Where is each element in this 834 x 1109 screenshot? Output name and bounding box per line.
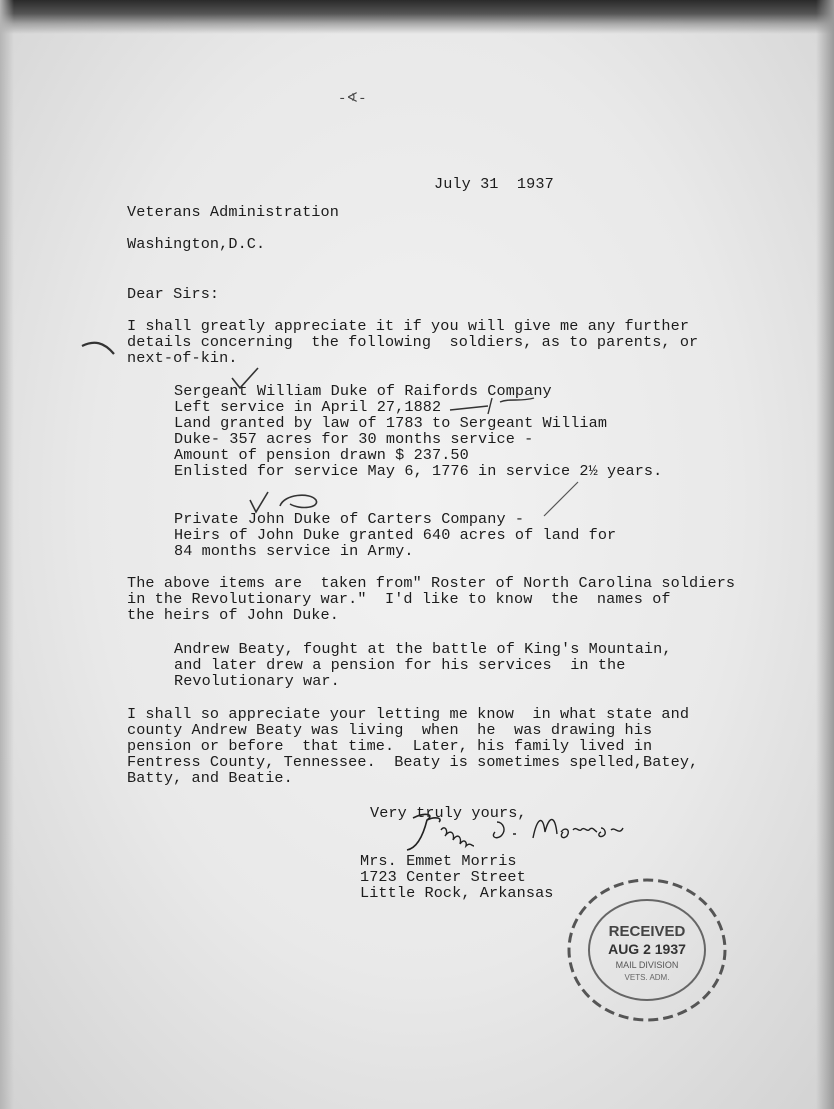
soldier1-line-2: Left service in April 27,1882 <box>174 398 442 416</box>
salutation: Dear Sirs: <box>127 285 220 303</box>
pen-stroke-left <box>80 336 116 360</box>
soldier1-line-6: Enlisted for service May 6, 1776 in service 2½ years. <box>174 462 663 480</box>
check-mark-1 <box>230 366 260 390</box>
soldier1-line-5: Amount of pension drawn $ 237.50 <box>174 446 469 464</box>
scan-right-edge <box>816 0 834 1109</box>
received-stamp <box>555 868 735 1028</box>
underline-mark-1 <box>448 396 538 416</box>
final-line-4: Fentress County, Tennessee. Beaty is sometimes spelled,Batey, <box>127 753 699 771</box>
soldier1-line-3: Land granted by law of 1783 to Sergeant William <box>174 414 608 432</box>
final-line-2: county Andrew Beaty was living when he was drawing his <box>127 721 653 739</box>
recipient-line-2: Washington,D.C. <box>127 235 266 253</box>
final-line-3: pension or before that time. Later, his family lived in <box>127 737 653 755</box>
soldier2-line-2: Heirs of John Duke granted 640 acres of land for <box>174 526 617 544</box>
stamp-line-3: MAIL DIVISION <box>615 960 679 970</box>
soldier1-line-4: Duke- 357 acres for 30 months service - <box>174 430 534 448</box>
check-mark-2 <box>248 486 328 516</box>
recipient-line-1: Veterans Administration <box>127 203 339 221</box>
stamp-line-2: AUG 2 1937 <box>608 941 686 957</box>
final-line-5: Batty, and Beatie. <box>127 769 293 787</box>
stamp-line-4: VETS. ADM. <box>624 973 670 982</box>
roster-line-1: The above items are taken from" Roster of North Carolina soldiers <box>127 574 736 592</box>
top-pen-mark: -∢- <box>338 91 367 107</box>
intro-line-2: details concerning the following soldiers, as to parents, or <box>127 333 699 351</box>
intro-line-3: next-of-kin. <box>127 349 238 367</box>
sender-street: 1723 Center Street <box>360 868 526 886</box>
beaty-line-2: and later drew a pension for his services in the <box>174 656 626 674</box>
soldier1-line-1: Sergeant William Duke of Raifords Company <box>174 382 552 400</box>
closing: Very truly yours, <box>370 804 527 822</box>
sender-city: Little Rock, Arkansas <box>360 884 554 902</box>
sender-name: Mrs. Emmet Morris <box>360 852 517 870</box>
roster-line-3: the heirs of John Duke. <box>127 606 339 624</box>
beaty-line-3: Revolutionary war. <box>174 672 340 690</box>
scan-left-edge <box>0 0 14 1109</box>
letter-date: July 31 1937 <box>434 175 554 193</box>
stamp-line-1: RECEIVED <box>608 923 686 940</box>
soldier2-line-3: 84 months service in Army. <box>174 542 414 560</box>
final-line-1: I shall so appreciate your letting me know in what state and <box>127 705 690 723</box>
scan-top-shadow <box>0 0 834 34</box>
soldier2-line-1: Private John Duke of Carters Company - <box>174 510 525 528</box>
beaty-line-1: Andrew Beaty, fought at the battle of King's Mountain, <box>174 640 672 658</box>
pen-stroke-right <box>540 480 580 520</box>
handwritten-signature <box>405 808 645 858</box>
roster-line-2: in the Revolutionary war." I'd like to know the names of <box>127 590 671 608</box>
intro-line-1: I shall greatly appreciate it if you will give me any further <box>127 317 690 335</box>
